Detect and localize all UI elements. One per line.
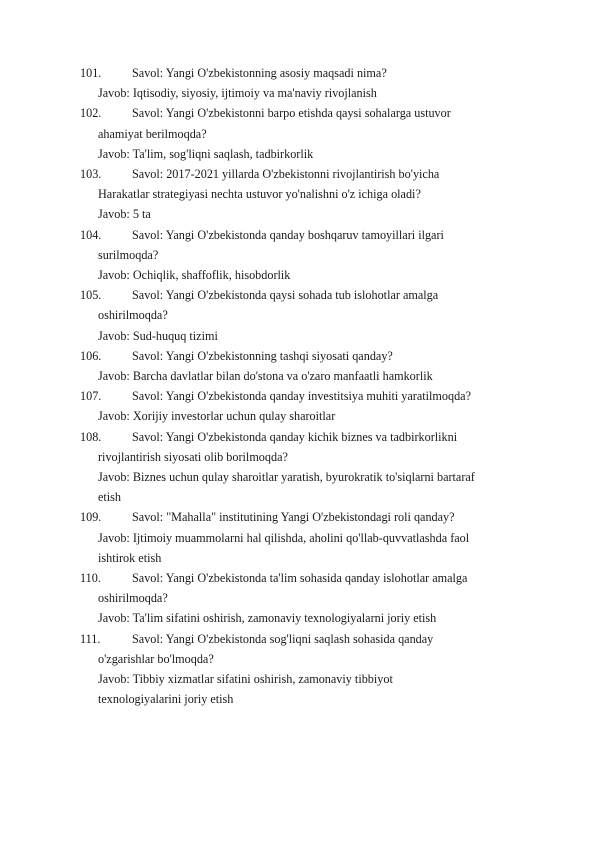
question-text: Savol: 2017-2021 yillarda O'zbekistonni rivojlantirish bo'yicha bbox=[132, 167, 440, 182]
answer-text: Javob: 5 ta bbox=[98, 207, 151, 222]
item-number: 111. bbox=[80, 631, 101, 646]
item-number: 109. bbox=[80, 510, 102, 525]
question-text: Savol: Yangi O'zbekistonda qanday boshqaruv tamoyillari ilgari bbox=[132, 227, 444, 242]
qa-item bbox=[80, 285, 520, 346]
question-line bbox=[80, 103, 520, 123]
item-number: 108. bbox=[80, 429, 102, 444]
item-number: 105. bbox=[80, 288, 102, 303]
question-line bbox=[80, 164, 520, 184]
question-text: Savol: Yangi O'zbekistonning asosiy maqsadi nima? bbox=[132, 66, 387, 80]
question-line bbox=[80, 629, 520, 649]
qa-item bbox=[80, 63, 520, 103]
answer-text: Javob: Sud-huquq tizimi bbox=[98, 328, 218, 343]
question-line bbox=[80, 386, 520, 406]
qa-item bbox=[80, 164, 520, 225]
item-number: 101. bbox=[80, 66, 102, 80]
question-text: Savol: Yangi O'zbekistonda ta'lim sohasida qanday islohotlar amalga bbox=[132, 571, 468, 586]
question-text: Savol: "Mahalla" institutining Yangi O'zbekistondagi roli qanday? bbox=[132, 510, 455, 525]
answer-text: Javob: Xorijiy investorlar uchun qulay sharoitlar bbox=[98, 409, 336, 424]
item-number: 110. bbox=[80, 571, 101, 586]
qa-item bbox=[80, 629, 520, 710]
question-text: Savol: Yangi O'zbekistonda qanday investitsiya muhiti yaratilmoqda? bbox=[132, 389, 471, 404]
question-continuation: ahamiyat berilmoqda? bbox=[98, 126, 207, 141]
question-text: Savol: Yangi O'zbekistonda qaysi sohada tub islohotlar amalga bbox=[132, 288, 439, 303]
answer-text: Javob: Ta'lim, sog'liqni saqlash, tadbirkorlik bbox=[98, 146, 314, 161]
answer-text: Javob: Ijtimoiy muammolarni hal qilishda, aholini qo'llab-quvvatlashda faol bbox=[98, 530, 470, 545]
item-number: 107. bbox=[80, 389, 102, 404]
qa-item bbox=[80, 507, 520, 568]
answer-text: Javob: Ochiqlik, shaffoflik, hisobdorlik bbox=[98, 268, 291, 283]
item-number: 103. bbox=[80, 167, 102, 182]
question-continuation: surilmoqda? bbox=[98, 247, 159, 262]
answer-text: Javob: Barcha davlatlar bilan do'stona va o'zaro manfaatli hamkorlik bbox=[98, 369, 433, 384]
answer-continuation: texnologiyalarini joriy etish bbox=[98, 692, 234, 707]
qa-item bbox=[80, 346, 520, 386]
question-continuation: oshirilmoqda? bbox=[98, 591, 168, 606]
item-number: 106. bbox=[80, 348, 102, 363]
question-text: Savol: Yangi O'zbekistonda qanday kichik biznes va tadbirkorlikni bbox=[132, 429, 458, 444]
question-line bbox=[80, 507, 520, 527]
question-line bbox=[80, 427, 520, 447]
answer-text: Javob: Ta'lim sifatini oshirish, zamonaviy texnologiyalarni joriy etish bbox=[98, 611, 437, 626]
answer-continuation: etish bbox=[98, 490, 122, 505]
qa-item bbox=[80, 568, 520, 629]
question-continuation: Harakatlar strategiyasi nechta ustuvor yo'nalishni o'z ichiga oladi? bbox=[98, 187, 421, 202]
qa-item bbox=[80, 225, 520, 286]
question-line bbox=[80, 568, 520, 588]
item-number: 102. bbox=[80, 106, 102, 121]
question-text: Savol: Yangi O'zbekistonda sog'liqni saqlash sohasida qanday bbox=[132, 631, 434, 646]
qa-item bbox=[80, 427, 520, 508]
question-line bbox=[80, 285, 520, 305]
question-text: Savol: Yangi O'zbekistonni barpo etishda qaysi sohalarga ustuvor bbox=[132, 106, 451, 121]
question-continuation: o'zgarishlar bo'lmoqda? bbox=[98, 651, 214, 666]
answer-continuation: ishtirok etish bbox=[98, 550, 162, 565]
qa-list bbox=[80, 63, 520, 710]
question-line bbox=[80, 63, 520, 83]
question-continuation: rivojlantirish siyosati olib borilmoqda? bbox=[98, 449, 288, 464]
qa-item bbox=[80, 386, 520, 426]
question-line bbox=[80, 225, 520, 245]
qa-item bbox=[80, 103, 520, 164]
question-line bbox=[80, 346, 520, 366]
answer-text: Javob: Iqtisodiy, siyosiy, ijtimoiy va ma'naviy rivojlanish bbox=[98, 86, 377, 101]
item-number: 104. bbox=[80, 227, 102, 242]
answer-text: Javob: Tibbiy xizmatlar sifatini oshirish, zamonaviy tibbiyot bbox=[98, 672, 393, 687]
question-continuation: oshirilmoqda? bbox=[98, 308, 168, 323]
answer-text: Javob: Biznes uchun qulay sharoitlar yaratish, byurokratik to'siqlarni bartaraf bbox=[98, 470, 475, 485]
question-text: Savol: Yangi O'zbekistonning tashqi siyosati qanday? bbox=[132, 348, 393, 363]
